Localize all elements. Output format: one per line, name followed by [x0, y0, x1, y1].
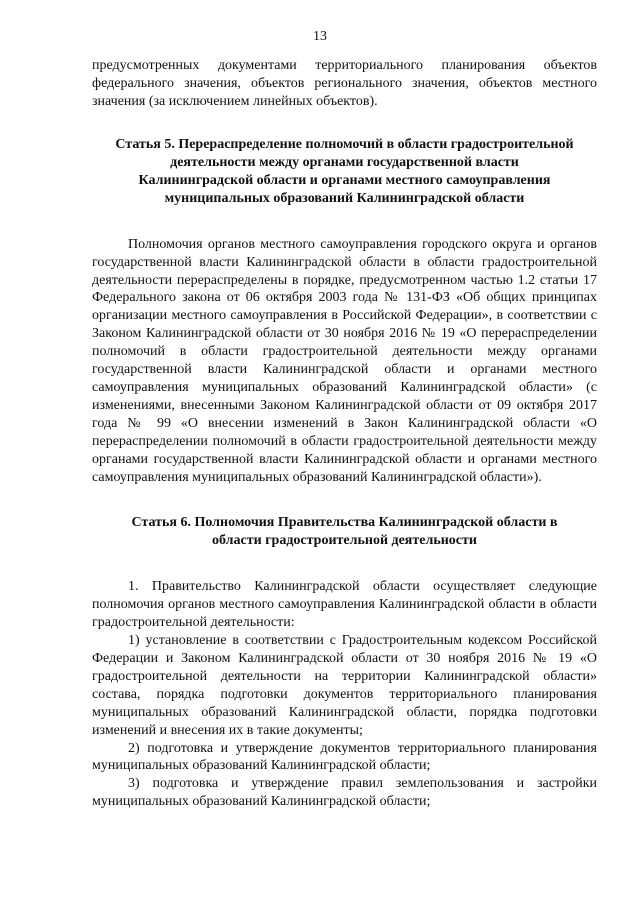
article-6-item-2: 2) подготовка и утверждение документов территориального планирования муниципальных образований Калининградской области;	[92, 740, 597, 774]
article-5-heading: Статья 5. Перераспределение полномочий в области градостроительной деятельности между органами государственной власти Калининградской области и органами местного самоуправления муниципальных образований Калининградской области	[115, 136, 574, 206]
article-6-paragraph-1: 1. Правительство Калининградской области осуществляет следующие полномочия органов местного самоуправления Калининградской области в области градостроительной деятельности:	[92, 579, 597, 631]
article-6-item-1: 1) установление в соответствии с Градостроительным кодексом Российской Федерации и Законом Калининградской области от 30 ноября 2016 № 19 «О градостроительной деятельности на территории Калининградской области» состава, порядка подготовки документов территориального планирования муниципальных образований Калининградской области, порядка подготовки изменений и внесения их в такие документы;	[92, 633, 597, 738]
article-5-paragraph: Полномочия органов местного самоуправления городского округа и органов государственной власти Калининградской области в области градостроительной деятельности перераспределены в порядке, предусмотренном частью 1.2 статьи 17 Федерального закона от 06 октября 2003 года № 131-ФЗ «Об общих принципах организации местного самоуправления в Российской Федерации», в соответствии с Законом Калининградской области от 30 ноября 2016 № 19 «О перераспределении полномочий в области градостроительной деятельности между органами государственной власти Калининградской области и органами местного самоуправления муниципальных образований Калининградской области» (с изменениями, внесенными Законом Калининградской области от 09 октября 2017 года № 99 «О внесении изменений в Закон Калининградской области «О перераспределении полномочий в области градостроительной деятельности между органами государственной власти Калининградской области и органами местного самоуправления муниципальных образований Калининградской области»).	[92, 236, 597, 485]
page-number: 13	[313, 29, 327, 44]
page-content	[92, 57, 597, 811]
intro-paragraph: предусмотренных документами территориального планирования объектов федерального значения, объектов регионального значения, объектов местного значения (за исключением линейных объектов).	[92, 58, 597, 109]
article-6-heading: Статья 6. Полномочия Правительства Калининградской области в области градостроительной деятельности	[131, 515, 558, 549]
article-6-item-3: 3) подготовка и утверждение правил землепользования и застройки муниципальных образований Калининградской области;	[92, 776, 597, 810]
